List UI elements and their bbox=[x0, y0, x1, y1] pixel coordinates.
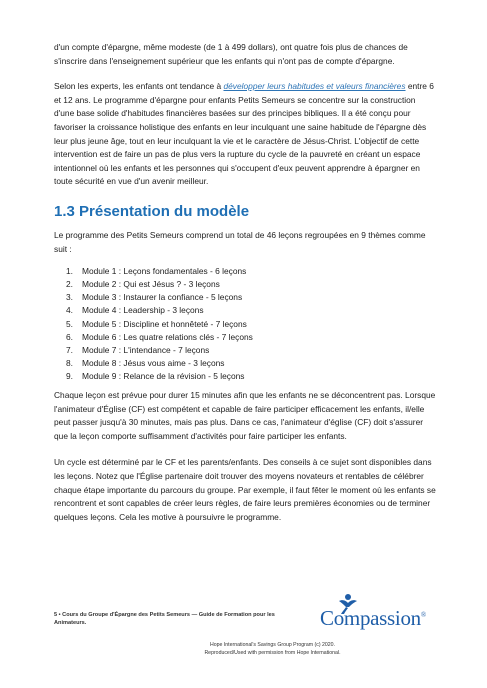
list-item-number: 5. bbox=[66, 318, 73, 329]
financial-habits-link[interactable]: développer leurs habitudes et valeurs financières bbox=[223, 81, 406, 92]
logo-text: Compassion bbox=[320, 606, 421, 630]
list-item-text: Module 7 : L'intendance - 7 leçons bbox=[82, 344, 210, 355]
list-item-number: 7. bbox=[66, 344, 73, 355]
list-item bbox=[54, 278, 437, 291]
list-item bbox=[54, 265, 437, 278]
paragraph-experts bbox=[54, 80, 437, 189]
list-item bbox=[54, 344, 437, 357]
list-item-number: 3. bbox=[66, 292, 73, 303]
footer-copyright-line2: Reproduced/Used with permission from Hope International. bbox=[204, 649, 341, 656]
list-item-number: 8. bbox=[66, 357, 73, 368]
list-item-text: Module 2 : Qui est Jésus ? - 3 leçons bbox=[82, 279, 220, 290]
paragraph-experts-start: Selon les experts, les enfants ont tendance à bbox=[54, 81, 224, 92]
list-item-number: 6. bbox=[66, 331, 73, 342]
footer-page-reference bbox=[54, 611, 309, 627]
list-item bbox=[54, 370, 437, 383]
list-item bbox=[54, 318, 437, 331]
list-item-text: Module 4 : Leadership - 3 leçons bbox=[82, 305, 204, 316]
list-item bbox=[54, 291, 437, 304]
list-item bbox=[54, 304, 437, 317]
list-item-number: 9. bbox=[66, 370, 73, 381]
list-item-text: Module 6 : Les quatre relations clés - 7 leçons bbox=[82, 331, 253, 342]
footer-copyright bbox=[120, 642, 425, 657]
list-item-text: Module 3 : Instaurer la confiance - 5 leçons bbox=[82, 292, 243, 303]
footer-title-line1: 5 • Cours du Groupe d'Épargne des Petits Semeurs — Guide de Formation pour les bbox=[54, 612, 275, 618]
paragraph-savings-account: d'un compte d'épargne, même modeste (de 1 à 499 dollars), ont quatre fois plus de chances de s'inscrire dans l'enseignement supérieur que les enfants qui n'ont pas de compte d'épargne. bbox=[54, 42, 408, 66]
paragraph-lesson-duration: Chaque leçon est prévue pour durer 15 minutes afin que les enfants ne se déconcentrent pas. Lorsque l'animateur d'Église (CF) est compétent et capable de faire participer efficacement les enfants, il/elle peut passer jusqu'à 30 minutes, mais pas plus. Dans ce cas, l'animateur d'église (CF) doit s'assurer que la leçon comporte suffisamment d'activités pour faire participer les enfants. bbox=[54, 389, 436, 441]
paragraph-intro: Le programme des Petits Semeurs comprend un total de 46 leçons regroupées en 9 thèmes comme suit : bbox=[54, 229, 426, 254]
section-heading: 1.3 Présentation du modèle bbox=[54, 202, 250, 220]
list-item-text: Module 9 : Relance de la révision - 5 leçons bbox=[82, 370, 245, 381]
list-item bbox=[54, 331, 437, 344]
list-item-text: Module 8 : Jésus vous aime - 3 leçons bbox=[82, 357, 225, 368]
page-content bbox=[54, 41, 437, 524]
footer-copyright-line1: Hope International's Savings Group Program (c) 2020. bbox=[210, 642, 335, 648]
module-list bbox=[54, 265, 437, 383]
paragraph-cycle: Un cycle est déterminé par le CF et les parents/enfants. Des conseils à ce sujet sont disponibles dans les leçons. Notez que l'Église partenaire doit trouver des moyens novateurs et rentables de célébrer chaque étape importante du parcours du groupe. Par exemple, il faut fêter le moment où les enfants se rencontrent et sont capables de créer leurs règles, de faire leurs premières économies ou de terminer quelques leçons. Cela les motive à poursuivre le programme. bbox=[54, 457, 436, 522]
registered-mark: ® bbox=[420, 611, 426, 619]
list-item-text: Module 5 : Discipline et honnêteté - 7 leçons bbox=[82, 318, 247, 329]
list-item-text: Module 1 : Leçons fondamentales - 6 leçons bbox=[82, 266, 247, 277]
list-item-number: 2. bbox=[66, 279, 73, 290]
list-item bbox=[54, 357, 437, 370]
paragraph-experts-rest: entre 6 et 12 ans. Le programme d'épargne pour enfants Petits Semeurs se concentre sur la construction d'une base solide d'habitudes financières basées sur des principes bibliques. Il a été conçu pour favoriser la croissance holistique des enfants en leur inculquant une saine habitude de l'épargne dès leur plus jeune âge, tout en leur inculquant la vie et le caractère de Jésus-Christ. L'objectif de cette intervention est de faire un pas de plus vers la rupture du cycle de la pauvreté en créant un espace intentionnel où les enfants et les personnes qui s'occupent d'eux peuvent apprendre à épargner en toute sécurité en vue d'un avenir meilleur. bbox=[54, 81, 434, 187]
list-item-number: 1. bbox=[66, 266, 73, 277]
footer-title-line2: Animateurs. bbox=[54, 620, 87, 626]
logo-wordmark bbox=[320, 604, 426, 629]
list-item-number: 4. bbox=[66, 305, 73, 316]
compassion-logo bbox=[320, 593, 430, 630]
